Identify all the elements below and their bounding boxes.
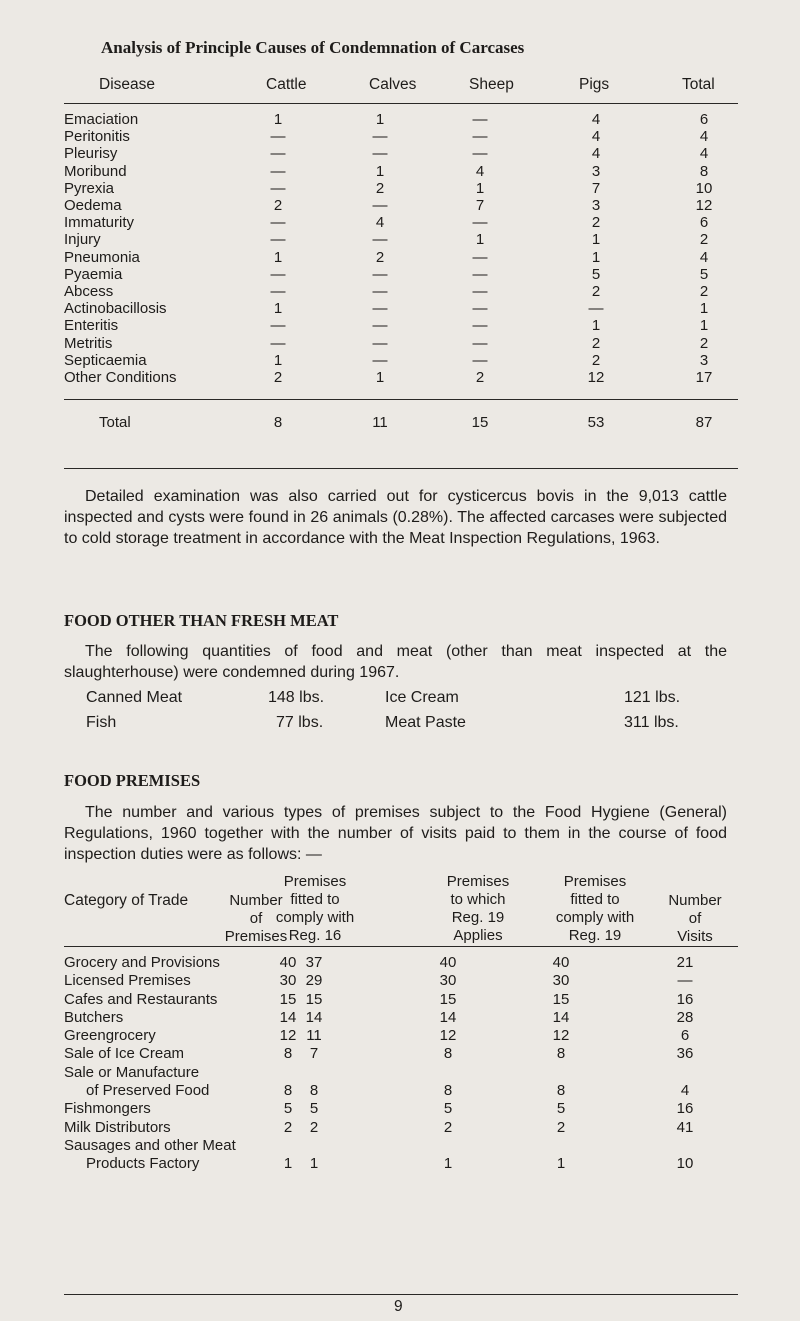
- count-cell: 1: [375, 369, 385, 386]
- disease-name: Pyrexia: [64, 180, 115, 197]
- count-cell: —: [472, 249, 488, 266]
- count-cell: 2: [375, 249, 385, 266]
- count-cell: —: [472, 317, 488, 334]
- count-cell: 4: [699, 249, 709, 266]
- disease-name: Metritis: [64, 335, 113, 352]
- disease-name: Pyaemia: [64, 266, 123, 283]
- disease-name: Enteritis: [64, 317, 119, 334]
- count-cell: 2: [699, 231, 709, 248]
- col-header-sheep: Sheep: [469, 76, 514, 93]
- trade-category: Milk Distributors: [64, 1119, 171, 1136]
- count-cell: 3: [591, 197, 601, 214]
- col-header-fitted-reg16: Premises fitted to comply with Reg. 16: [275, 873, 355, 944]
- col-header-pigs: Pigs: [579, 76, 610, 93]
- premises-count-cell: 15: [439, 991, 457, 1008]
- count-cell: —: [270, 266, 286, 283]
- premises-count-cell: 16: [676, 1100, 694, 1117]
- count-cell: 2: [375, 180, 385, 197]
- trade-category: Products Factory: [86, 1155, 200, 1172]
- disease-name: Abcess: [64, 283, 114, 300]
- count-cell: —: [472, 111, 488, 128]
- total-cell: 15: [471, 414, 489, 431]
- disease-name: Moribund: [64, 163, 127, 180]
- premises-count-cell: 29: [305, 972, 323, 989]
- food-item-name: Fish: [86, 714, 117, 731]
- count-cell: 4: [591, 145, 601, 162]
- food-item-qty: 77 lbs.: [276, 714, 324, 731]
- disease-name: Injury: [64, 231, 101, 248]
- count-cell: —: [472, 352, 488, 369]
- premises-count-cell: 12: [552, 1027, 570, 1044]
- count-cell: 2: [273, 197, 283, 214]
- count-cell: 4: [375, 214, 385, 231]
- premises-count-cell: 16: [676, 991, 694, 1008]
- count-cell: —: [372, 231, 388, 248]
- premises-count-cell: 5: [443, 1100, 453, 1117]
- premises-count-cell: 36: [676, 1045, 694, 1062]
- count-cell: 8: [699, 163, 709, 180]
- food-item-qty: 121 lbs.: [624, 689, 681, 706]
- premises-count-cell: 8: [443, 1045, 453, 1062]
- count-cell: 7: [475, 197, 485, 214]
- food-item-name: Canned Meat: [86, 689, 183, 706]
- count-cell: 2: [475, 369, 485, 386]
- trade-category: Butchers: [64, 1009, 124, 1026]
- premises-count-cell: 8: [443, 1082, 453, 1099]
- trade-category: Sale or Manufacture: [64, 1064, 200, 1081]
- disease-name: Oedema: [64, 197, 122, 214]
- disease-name: Actinobacillosis: [64, 300, 167, 317]
- premises-count-cell: 8: [556, 1045, 566, 1062]
- count-cell: 6: [699, 111, 709, 128]
- count-cell: —: [472, 214, 488, 231]
- count-cell: 1: [273, 111, 283, 128]
- premises-count-cell: 4: [680, 1082, 690, 1099]
- disease-name: Emaciation: [64, 111, 139, 128]
- premises-header-rule: [64, 946, 738, 947]
- count-cell: —: [270, 317, 286, 334]
- col-header-calves: Calves: [369, 76, 417, 93]
- total-cell: 8: [273, 414, 283, 431]
- premises-count-cell: 14: [279, 1009, 297, 1026]
- carcass-bottom-rule: [64, 468, 738, 469]
- col-header-visits: Number of Visits: [668, 892, 722, 945]
- count-cell: 17: [695, 369, 713, 386]
- count-cell: —: [472, 145, 488, 162]
- disease-name: Other Conditions: [64, 369, 177, 386]
- count-cell: 4: [699, 145, 709, 162]
- count-cell: 1: [591, 249, 601, 266]
- count-cell: —: [472, 266, 488, 283]
- count-cell: —: [472, 283, 488, 300]
- premises-count-cell: 5: [556, 1100, 566, 1117]
- count-cell: 12: [587, 369, 605, 386]
- count-cell: 1: [273, 300, 283, 317]
- count-cell: —: [372, 197, 388, 214]
- food-premises-heading: FOOD PREMISES: [64, 771, 201, 790]
- total-label: Total: [99, 414, 131, 431]
- count-cell: —: [270, 128, 286, 145]
- count-cell: 1: [375, 111, 385, 128]
- premises-count-cell: 30: [279, 972, 297, 989]
- trade-category: Grocery and Provisions: [64, 954, 220, 971]
- count-cell: —: [372, 300, 388, 317]
- count-cell: 3: [699, 352, 709, 369]
- carcass-total-rule: [64, 399, 738, 400]
- premises-count-cell: 14: [552, 1009, 570, 1026]
- count-cell: 2: [699, 335, 709, 352]
- count-cell: 4: [475, 163, 485, 180]
- col-header-cattle: Cattle: [266, 76, 307, 93]
- disease-name: Pleurisy: [64, 145, 118, 162]
- premises-count-cell: 8: [556, 1082, 566, 1099]
- col-header-reg19-applies: Premises to which Reg. 19 Applies: [446, 873, 510, 944]
- premises-count-cell: 5: [309, 1100, 319, 1117]
- page-number: 9: [394, 1298, 403, 1315]
- count-cell: 2: [699, 283, 709, 300]
- count-cell: 1: [591, 317, 601, 334]
- total-cell: 11: [372, 414, 388, 431]
- col-header-category: Category of Trade: [64, 892, 189, 909]
- col-header-total: Total: [682, 76, 715, 93]
- premises-count-cell: 30: [439, 972, 457, 989]
- total-cell: 53: [587, 414, 605, 431]
- count-cell: 5: [699, 266, 709, 283]
- cysticercus-paragraph: Detailed examination was also carried out for cysticercus bovis in the 9,013 cattle inspected and cysts were found in 26 animals (0.28%). The affected carcases were subjected to cold storage treatment in accordance with the Meat Inspection Regulations, 1963.: [64, 488, 727, 547]
- count-cell: 1: [273, 249, 283, 266]
- count-cell: 2: [273, 369, 283, 386]
- count-cell: —: [270, 214, 286, 231]
- disease-name: Pneumonia: [64, 249, 140, 266]
- trade-category: Licensed Premises: [64, 972, 191, 989]
- premises-count-cell: 40: [552, 954, 570, 971]
- food-item-name: Ice Cream: [385, 689, 459, 706]
- count-cell: 12: [695, 197, 713, 214]
- premises-count-cell: 37: [305, 954, 323, 971]
- premises-count-cell: 8: [283, 1045, 293, 1062]
- food-other-intro: The following quantities of food and meat (other than meat inspected at the slaughterhouse) were condemned during 1967.: [64, 643, 727, 681]
- food-item-qty: 148 lbs.: [268, 689, 325, 706]
- premises-count-cell: 7: [309, 1045, 319, 1062]
- disease-name: Septicaemia: [64, 352, 147, 369]
- count-cell: 10: [695, 180, 713, 197]
- premises-count-cell: 12: [439, 1027, 457, 1044]
- count-cell: 7: [591, 180, 601, 197]
- count-cell: 3: [591, 163, 601, 180]
- count-cell: —: [472, 335, 488, 352]
- premises-count-cell: 1: [443, 1155, 453, 1172]
- premises-count-cell: 5: [283, 1100, 293, 1117]
- premises-count-cell: 6: [680, 1027, 690, 1044]
- count-cell: 2: [591, 283, 601, 300]
- premises-count-cell: 1: [309, 1155, 319, 1172]
- premises-bottom-rule: [64, 1294, 738, 1295]
- premises-count-cell: 10: [676, 1155, 694, 1172]
- disease-name: Peritonitis: [64, 128, 130, 145]
- count-cell: —: [372, 317, 388, 334]
- total-cell: 87: [695, 414, 713, 431]
- premises-count-cell: 1: [556, 1155, 566, 1172]
- premises-count-cell: 15: [552, 991, 570, 1008]
- trade-category: Sale of Ice Cream: [64, 1045, 185, 1062]
- trade-category: Fishmongers: [64, 1100, 151, 1117]
- premises-count-cell: 40: [439, 954, 457, 971]
- count-cell: 4: [699, 128, 709, 145]
- count-cell: —: [372, 266, 388, 283]
- premises-count-cell: 14: [305, 1009, 323, 1026]
- food-premises-intro: The number and various types of premises subject to the Food Hygiene (General) Regulations, 1960 together with the number of visits paid to them in the course of food inspection duties were as follows: —: [64, 804, 727, 863]
- col-header-disease: Disease: [99, 76, 155, 93]
- premises-count-cell: 41: [676, 1119, 694, 1136]
- premises-count-cell: 1: [283, 1155, 293, 1172]
- carcass-table-title: Analysis of Principle Causes of Condemnation of Carcases: [101, 38, 525, 57]
- count-cell: 2: [591, 352, 601, 369]
- premises-count-cell: 11: [306, 1027, 322, 1044]
- count-cell: 1: [475, 180, 485, 197]
- premises-count-cell: 14: [439, 1009, 457, 1026]
- count-cell: 2: [591, 214, 601, 231]
- food-item-name: Meat Paste: [385, 714, 466, 731]
- count-cell: —: [588, 300, 604, 317]
- count-cell: —: [270, 163, 286, 180]
- trade-category: Greengrocery: [64, 1027, 156, 1044]
- count-cell: 1: [475, 231, 485, 248]
- premises-count-cell: 30: [552, 972, 570, 989]
- count-cell: —: [472, 128, 488, 145]
- premises-count-cell: 28: [676, 1009, 694, 1026]
- premises-count-cell: 2: [309, 1119, 319, 1136]
- premises-count-cell: 21: [676, 954, 694, 971]
- col-header-number-of-premises: Number of Premises: [224, 892, 288, 945]
- premises-count-cell: 40: [279, 954, 297, 971]
- trade-category: of Preserved Food: [86, 1082, 210, 1099]
- premises-count-cell: 12: [279, 1027, 297, 1044]
- count-cell: 1: [273, 352, 283, 369]
- trade-category: Sausages and other Meat: [64, 1137, 236, 1154]
- count-cell: 6: [699, 214, 709, 231]
- count-cell: —: [270, 145, 286, 162]
- count-cell: —: [372, 352, 388, 369]
- count-cell: —: [270, 231, 286, 248]
- disease-name: Immaturity: [64, 214, 135, 231]
- premises-count-cell: —: [677, 972, 693, 989]
- count-cell: —: [372, 145, 388, 162]
- count-cell: 5: [591, 266, 601, 283]
- count-cell: 1: [699, 300, 709, 317]
- count-cell: 4: [591, 128, 601, 145]
- count-cell: 1: [591, 231, 601, 248]
- count-cell: 2: [591, 335, 601, 352]
- count-cell: —: [270, 283, 286, 300]
- count-cell: —: [372, 283, 388, 300]
- count-cell: 1: [375, 163, 385, 180]
- count-cell: 4: [591, 111, 601, 128]
- premises-count-cell: 2: [556, 1119, 566, 1136]
- premises-count-cell: 8: [309, 1082, 319, 1099]
- premises-count-cell: 2: [443, 1119, 453, 1136]
- premises-count-cell: 15: [279, 991, 297, 1008]
- premises-count-cell: 15: [305, 991, 323, 1008]
- trade-category: Cafes and Restaurants: [64, 991, 218, 1008]
- count-cell: —: [270, 335, 286, 352]
- col-header-fitted-reg19: Premises fitted to comply with Reg. 19: [555, 873, 635, 944]
- premises-count-cell: 8: [283, 1082, 293, 1099]
- count-cell: —: [270, 180, 286, 197]
- count-cell: —: [472, 300, 488, 317]
- count-cell: —: [372, 335, 388, 352]
- count-cell: 1: [699, 317, 709, 334]
- premises-count-cell: 2: [283, 1119, 293, 1136]
- count-cell: —: [372, 128, 388, 145]
- food-item-qty: 311 lbs.: [624, 714, 679, 731]
- food-other-heading: FOOD OTHER THAN FRESH MEAT: [64, 611, 339, 630]
- carcass-header-rule: [64, 103, 738, 104]
